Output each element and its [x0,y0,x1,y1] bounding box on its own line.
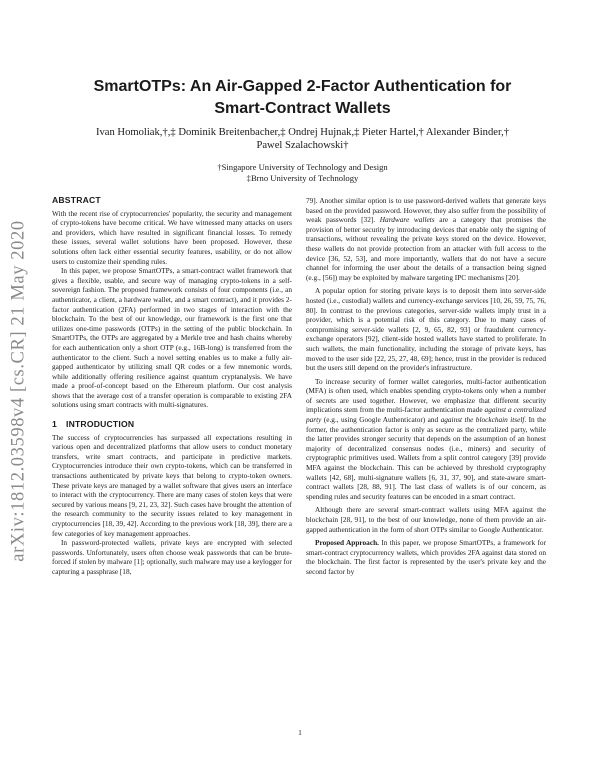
abstract-paragraph-1: With the recent rise of cryptocurrencies' popularity, the security and management of crypto-tokens have become critical. We have witnessed many attacks on users and providers, which have resulted in significant financial losses. To remedy these issues, several wallet solutions have been proposed. However, these solutions often lack either essential security features, usability, or do not allow users to customize their spending rules. [52,208,292,266]
right-paragraph-5: Proposed Approach. In this paper, we propose SmartOTPs, a framework for smart-contract cryptocurrency wallets, which provides 2FA against data stored on the blockchain. The first factor is represented by the user's private key and the second factor by [306,538,547,576]
arxiv-id-text: arXiv:1812.03598v4 [cs.CR] 21 May 2020 [8,220,29,562]
title-line-1: SmartOTPs: An Air-Gapped 2-Factor Authentication for [93,78,512,95]
left-column [52,196,292,577]
right-paragraph-4: Although there are several smart-contract wallets using MFA against the blockchain [28, 91], to the best of our knowledge, none of them provide an air-gapped authentication in the form of short OTPs similar to Google Authenticator. [306,505,546,534]
title-line-2: Smart-Contract Wallets [214,100,391,117]
blockchain-itself-term: against the blockchain itself [440,415,525,425]
right-column [306,196,546,577]
right-paragraph-1: 79]. Another similar option is to use password-derived wallets that generate keys based on the provided password. However, they also suffer from the possibility of weak passwords [32]. Hardware wallets are a category that promises the provision of better security by introducing devices that enable only the signing of transactions, without revealing the private keys stored on the device. However, these wallets do not provide protection from an attacker with full access to the device [36, 52, 53], and more importantly, wallets that do not have a secure channel for informing the user about the details of a transaction being signed (e.g., [56]) may be exploited by malware targeting IPC mechanisms [20]. [306,196,547,282]
authors-line-2: Pawel Szalachowski† [256,140,349,151]
proposed-approach-heading: Proposed Approach. [315,538,379,548]
intro-paragraph-1: The success of cryptocurrencies has surpassed all expectations resulting in various open and decentralized platforms that allow users to conduct monetary transfers, write smart contracts, and participate in predictive markets. Cryptocurrencies introduce their own crypto-tokens, which can be transferred in transactions authenticated by private keys that belong to crypto-token owners. These private keys are managed by a wallet software that gives users an interface to interact with the cryptocurrency. There are many cases of stolen keys that were secured by various means [9, 21, 23, 32]. Such cases have brought the attention of the research community to the security issues related to key management in cryptocurrencies [18, 39, 42]. According to the previous work [18, 39], there are a few categories of key management approaches. [52,432,292,538]
affiliation-sutd: †Singapore University of Technology and Design [217,162,388,172]
paper-title [60,76,545,120]
hardware-wallets-term: Hardware wallets [379,215,435,225]
affiliations [60,162,545,183]
section-number: 1 [52,419,57,430]
centralized-party-term: against a centralized party [306,405,546,425]
arxiv-identifier [2,196,36,586]
author-list [60,126,545,152]
right-paragraph-2: A popular option for storing private keys is to deposit them into server-side hosted (i.e., custodial) wallets and currency-exchange services [10, 26, 59, 75, 76, 80]. In contrast to the previous categories, server-side wallets imply trust in a provider, which is a potential risk of this category. Due to many cases of compromising server-side wallets [2, 9, 65, 82, 93] or fraudulent currency-exchange operators [92], client-side hosted wallets have started to proliferate. In such wallets, the main functionality, including the storage of private keys, has moved to the user side [22, 25, 27, 48, 69]; hence, trust in the provider is reduced but the users still depend on the provider's infrastructure. [306,286,546,373]
authors-line-1: Ivan Homoliak,†,‡ Dominik Breitenbacher,‡ Ondrej Hujnak,‡ Pieter Hartel,† Alexander Binder,† [95,127,510,138]
intro-paragraph-2: In password-protected wallets, private keys are encrypted with selected passwords. Unfortunately, users often choose weak passwords that can be brute-forced if stolen by malware [1]; optionally, such malware may use a keylogger for capturing a passphrase [18, [52,538,292,576]
abstract-paragraph-2: In this paper, we propose SmartOTPs, a smart-contract wallet framework that gives a flexible, usable, and secure way of managing crypto-tokens in a self-sovereign fashion. The proposed framework consists of four components (i.e., an authenticator, a client, a hardware wallet, and a smart contract), and it provides 2-factor authentication (2FA) performed in two stages of interaction with the blockchain. To the best of our knowledge, our framework is the first one that utilizes one-time passwords (OTPs) in the setting of the public blockchain. In SmartOTPs, the OTPs are aggregated by a Merkle tree and hash chains whereby for each authentication only a short OTP (e.g., 16B-long) is transferred from the authenticator to the client. Such a novel setting enables us to make a fully air-gapped authenticator by utilizing small QR codes or a few mnemonic words, while additionally offering resilience against quantum cryptanalysis. We have made a proof-of-concept based on the Ethereum platform. Our cost analysis shows that the average cost of a transfer operation is comparable to existing 2FA solutions using smart contracts with multi-signatures. [52,266,292,410]
section-title: INTRODUCTION [65,419,135,430]
affiliation-brno: ‡Brno University of Technology [246,172,359,183]
abstract-heading: ABSTRACT [52,195,101,205]
introduction-heading [52,420,292,430]
right-paragraph-3: To increase security of former wallet categories, multi-factor authentication (MFA) is often used, which enables spending crypto-tokens only when a number of secrets are used together. However, we emphasize that different security implications stem from the multi-factor authentication made against a centralized party (e.g., using Google Authenticator) and against the blockchain itself. In the former, the authentication factor is only as secure as the centralized party, while the latter provides stronger security that depends on the assumption of an honest majority of decentralized consensus nodes (i.e., miners) and security of cryptographic primitives used. Wallets from a split control category [39] provide MFA against the blockchain. This can be achieved by threshold cryptography wallets [42, 68], multi-signature wallets [6, 31, 37, 90], and state-aware smart-contract wallets [28, 88, 91]. The last class of wallets is of our concern, as spending rules and security features can be encoded in a smart contract. [306,376,547,501]
page-number: 1 [298,728,302,737]
